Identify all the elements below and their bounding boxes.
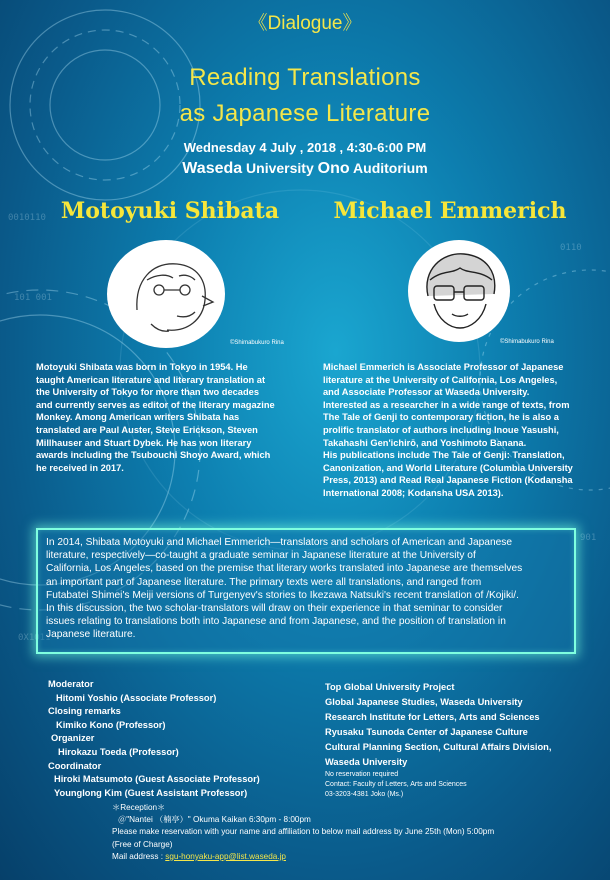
bio-line: Interested as a researcher in a wide range of texts, from xyxy=(323,399,570,410)
credit-emmerich: ©Shimabukuro Rina xyxy=(500,339,554,345)
credit-role-closing: Closing remarks xyxy=(48,706,121,717)
venue-university: University xyxy=(242,160,318,176)
bio-line: Press, 2013) and Read Real Japanese Fiction (Kodansha xyxy=(323,475,573,486)
mail-link[interactable]: sgu-honyaku-app@list.waseda.jp xyxy=(165,851,286,861)
bio-line: he received in 2017. xyxy=(36,462,124,473)
credit-person: Hiroki Matsumoto (Guest Associate Professor) xyxy=(54,774,260,785)
bio-line: The Tale of Genji to contemporary fiction, he is also a xyxy=(323,412,559,423)
reception-note: Please make reservation with your name and affiliation to below mail address by June 25th (Mon) 5:00pm xyxy=(112,827,495,837)
reception-free: (Free of Charge) xyxy=(112,839,173,849)
project-line: Global Japanese Studies, Waseda University xyxy=(325,697,523,707)
bio-line: Canonization, and World Literature (Columbia University xyxy=(323,462,573,473)
bio-line: and Associate Professor at Waseda University. xyxy=(323,387,530,398)
event-date: Wednesday 4 July , 2018 , 4:30-6:00 PM xyxy=(183,140,427,155)
credit-person: Kimiko Kono (Professor) xyxy=(56,719,166,730)
reception-place: ＠"Nantei （楠亭）" Okuma Kaikan 6:30pm - 8:00pm xyxy=(118,815,311,825)
credit-person: Hitomi Yoshio (Associate Professor) xyxy=(56,692,217,703)
bio-line: Monkey. Among American writers Shibata has xyxy=(36,412,240,423)
bio-line: Motoyuki Shibata was born in Tokyo in 1954. He xyxy=(36,362,248,372)
portrait-shibata xyxy=(107,240,225,348)
credit-person: Younglong Kim (Guest Assistant Professor) xyxy=(54,787,248,798)
bio-line: the University of Tokyo for more than two decades xyxy=(36,387,259,398)
venue-auditorium: Auditorium xyxy=(349,160,428,176)
bio-line: His publications include The Tale of Genji: Translation, xyxy=(323,450,565,461)
project-line: Waseda University xyxy=(325,757,408,767)
bio-line: translated are Paul Auster, Steve Erickson, Steven xyxy=(36,424,258,435)
reception-heading: ＊Reception＊ xyxy=(112,803,166,812)
project-line: Research Institute for Letters, Arts and Sciences xyxy=(325,712,540,722)
svg-text:0010110: 0010110 xyxy=(8,213,46,223)
svg-text:0110: 0110 xyxy=(560,243,582,253)
contact-faculty: Contact: Faculty of Letters, Arts and Sciences xyxy=(325,781,467,788)
project-line: Cultural Planning Section, Cultural Affairs Division, xyxy=(325,742,552,752)
bio-line: taught American literature and literary translation at xyxy=(36,374,266,385)
project-line: Ryusaku Tsunoda Center of Japanese Culture xyxy=(325,727,528,737)
summary-line: literature, respectively—co-taught a graduate seminar in Japanese literature at the University of xyxy=(46,550,476,562)
shibata-drawing-icon xyxy=(107,240,225,348)
project-line: Top Global University Project xyxy=(325,682,455,692)
event-title-line2: as Japanese Literature xyxy=(179,100,431,127)
event-credits xyxy=(48,678,260,800)
summary-line: issues relating to translations both into Japanese and from Japanese, and the position of translation in xyxy=(46,616,506,628)
portrait-emmerich xyxy=(408,240,510,342)
venue-waseda: Waseda xyxy=(182,160,243,177)
summary-box xyxy=(36,528,576,654)
credit-role-coordinator: Coordinator xyxy=(48,760,102,771)
credit-role-organizer: Organizer xyxy=(51,733,95,744)
bio-line: International 2008; Kodansha USA 2013). xyxy=(323,487,504,498)
svg-text:0X1011: 0X1011 xyxy=(18,633,51,643)
mail-label: Mail address : xyxy=(112,851,163,861)
speaker-name-emmerich: Michael Emmerich xyxy=(333,198,567,224)
reception-mail-row xyxy=(112,851,582,863)
summary-line: Japanese literature. xyxy=(46,629,136,641)
bio-shibata xyxy=(36,361,308,474)
summary-line: California, Los Angeles, based on the premise that literary works translated into Japanese are themselves xyxy=(46,563,523,575)
bio-line: Millhauser and Stuart Dybek. He has won literary xyxy=(36,437,252,448)
summary-line: In this discussion, the two scholar-translators will draw on their experience in that seminar to consider xyxy=(46,603,503,615)
bio-line: and currently serves as editor of the literary magazine xyxy=(36,399,275,410)
venue-ono: Ono xyxy=(317,160,350,177)
project-list xyxy=(325,680,551,770)
summary-line: In 2014, Shibata Motoyuki and Michael Emmerich—translators and scholars of American and Japanese xyxy=(46,537,513,548)
summary-line: Futabatei Shimei's Meiji versions of Turgenyev's stories to Ikezawa Natsuki's recent translation of /Kojiki/. xyxy=(46,589,519,601)
svg-text:901: 901 xyxy=(580,533,597,543)
no-reservation-note: No reservation required xyxy=(325,771,399,778)
credit-role-moderator: Moderator xyxy=(48,679,94,689)
event-title-line1: Reading Translations xyxy=(189,64,421,91)
summary-line: an important part of Japanese literature. The primary texts were all translations, and ranged from xyxy=(46,576,482,588)
credit-person: Hirokazu Toeda (Professor) xyxy=(58,746,179,757)
reception-info xyxy=(112,802,582,863)
bio-emmerich xyxy=(323,361,601,500)
bio-line: prolific translator of authors including Inoue Yasushi, xyxy=(323,424,559,435)
credit-shibata: ©Shimabukuro Rina xyxy=(230,340,284,346)
dialogue-label: 《Dialogue》 xyxy=(248,13,362,34)
bio-line: Takahashi Gen'ichirō, and Yoshimoto Banana. xyxy=(323,437,527,448)
emmerich-drawing-icon xyxy=(408,240,510,342)
contact-phone: 03-3203-4381 Joko (Ms.) xyxy=(325,791,404,798)
bio-line: awards including the Tsubouchi Shoyo Award, which xyxy=(36,450,271,461)
bio-line: literature at the University of California, Los Angeles, xyxy=(323,374,558,385)
event-venue xyxy=(0,160,610,178)
speaker-name-shibata: Motoyuki Shibata xyxy=(60,198,280,224)
bio-line: Michael Emmerich is Associate Professor of Japanese xyxy=(323,362,564,372)
svg-text:101 001: 101 001 xyxy=(14,293,52,303)
